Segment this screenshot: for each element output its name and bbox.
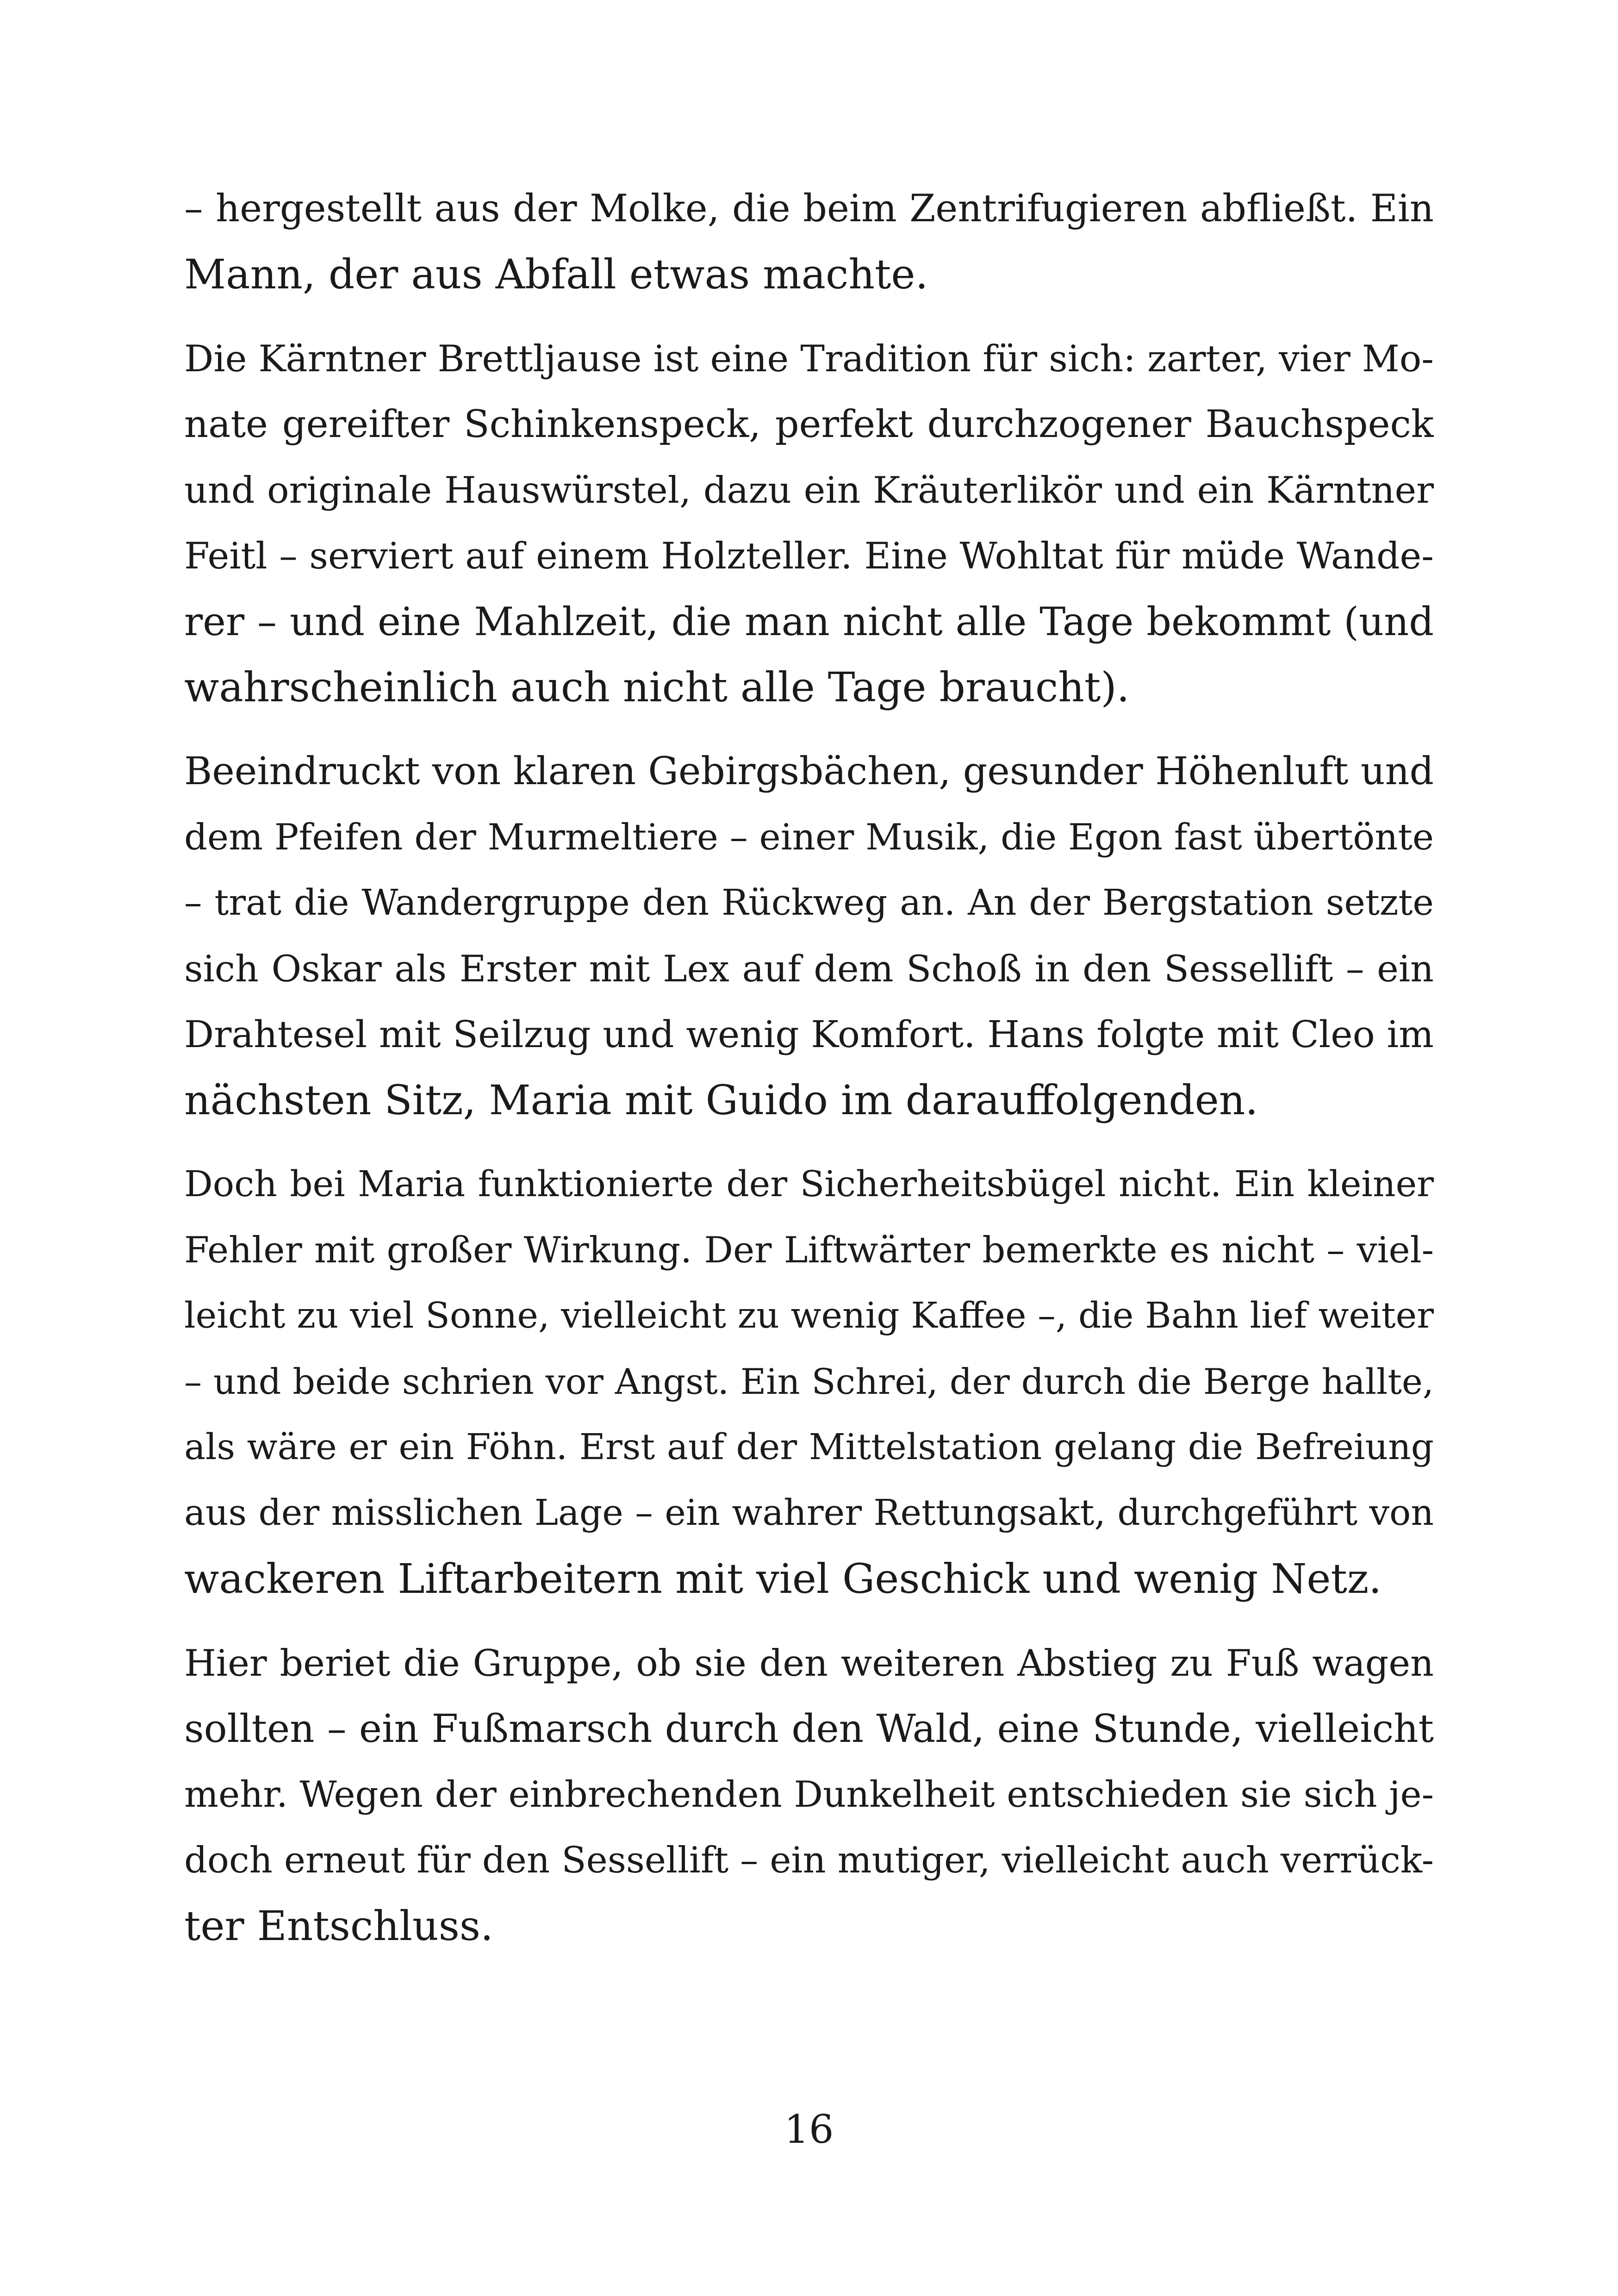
text-line: Feitl – serviert auf einem Holzteller. Eine Wohltat für müde Wande-: [184, 535, 1434, 577]
text-line: – trat die Wandergruppe den Rückweg an. An der Bergstation setzte: [184, 882, 1434, 923]
text-line: ter Entschluss.: [184, 1902, 493, 1950]
text-line: Hier beriet die Gruppe, ob sie den weiteren Abstieg zu Fuß wagen: [184, 1642, 1434, 1685]
paragraph-2: [184, 326, 1434, 720]
text-line: Drahtesel mit Seilzug und wenig Komfort. Hans folgte mit Cleo im: [184, 1013, 1434, 1056]
text-line: Die Kärntner Brettljause ist eine Tradition für sich: zarter, vier Mo-: [184, 337, 1434, 380]
paragraph-3: [184, 739, 1434, 1133]
text-line: dem Pfeifen der Murmeltiere – einer Musik, die Egon fast übertönte: [184, 817, 1434, 858]
paragraph-4: [184, 1152, 1434, 1612]
text-line: wahrscheinlich auch nicht alle Tage braucht).: [184, 663, 1130, 711]
text-line: und originale Hauswürstel, dazu ein Kräuterlikör und ein Kärntner: [184, 469, 1434, 512]
text-line: – hergestellt aus der Molke, die beim Zentrifugieren abfließt. Ein: [184, 187, 1434, 231]
text-line: Doch bei Maria funktionierte der Sicherheitsbügel nicht. Ein kleiner: [184, 1164, 1434, 1205]
text-line: Mann, der aus Abfall etwas machte.: [184, 250, 928, 298]
text-line: leicht zu viel Sonne, vielleicht zu wenig Kaffee –, die Bahn lief weiter: [184, 1295, 1434, 1336]
text-line: wackeren Liftarbeitern mit viel Geschick und wenig Netz.: [184, 1555, 1382, 1603]
text-line: nate gereifter Schinkenspeck, perfekt durchzogener Bauchspeck: [184, 403, 1434, 446]
text-line: als wäre er ein Föhn. Erst auf der Mittelstation gelang die Befreiung: [184, 1427, 1434, 1468]
text-line: aus der misslichen Lage – ein wahrer Rettungsakt, durchgeführt von: [184, 1492, 1434, 1534]
text-line: sich Oskar als Erster mit Lex auf dem Schoß in den Sessellift – ein: [184, 948, 1434, 990]
text-line: Fehler mit großer Wirkung. Der Liftwärter bemerkte es nicht – viel-: [184, 1229, 1434, 1271]
page-number: 16: [784, 2107, 834, 2152]
text-line: doch erneut für den Sessellift – ein mutiger, vielleicht auch verrück-: [184, 1840, 1434, 1881]
text-line: nächsten Sitz, Maria mit Guido im darauffolgenden.: [184, 1076, 1258, 1124]
text-line: – und beide schrien vor Angst. Ein Schrei, der durch die Berge hallte,: [184, 1361, 1434, 1402]
text-line: mehr. Wegen der einbrechenden Dunkelheit entschieden sie sich je-: [184, 1774, 1434, 1816]
paragraph-5: [184, 1630, 1434, 1959]
paragraph-1: [184, 176, 1434, 307]
text-line: sollten – ein Fußmarsch durch den Wald, eine Stunde, vielleicht: [184, 1706, 1434, 1751]
body-text: [184, 176, 1434, 1978]
text-line: Beeindruckt von klaren Gebirgsbächen, gesunder Höhenluft und: [184, 749, 1434, 793]
text-line: rer – und eine Mahlzeit, die man nicht alle Tage bekommt (und: [184, 599, 1434, 644]
